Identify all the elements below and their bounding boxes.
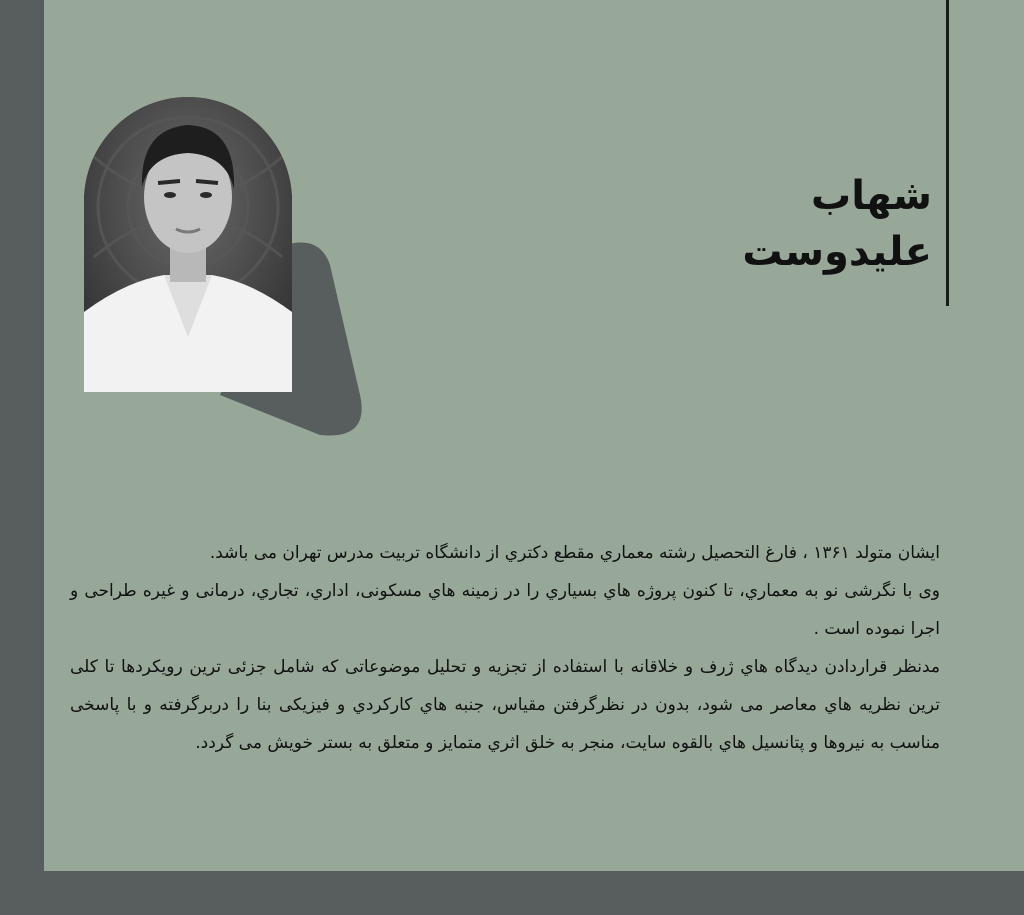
bio-paragraph-1: ایشان متولد ۱۳۶۱ ، فارغ التحصیل رشته معماري مقطع دکتري از دانشگاه تربیت مدرس تهران می باشد.	[209, 543, 940, 563]
last-name: علیدوست	[742, 229, 932, 275]
first-name: شهاب	[811, 173, 932, 219]
person-name	[632, 168, 932, 280]
accent-divider	[946, 0, 949, 306]
bio-paragraph-3: مدنظر قراردادن دیدگاه هاي ژرف و خلاقانه با استفاده از تجزیه و تحلیل موضوعاتی که شامل جزئی ترین رویکردها تا کلی ترین نظریه هاي معاصر می شود، بدون در نظرگرفتن مقیاس، جنبه هاي کارکردي و فیزیکی بنا را دربرگرفته و با پاسخی مناسب به نیروها و پتانسیل هاي بالقوه سایت، منجر به خلق اثري متمایز و متعلق به بستر خویش می گردد.	[70, 657, 940, 753]
bio-text	[70, 534, 940, 762]
bio-paragraph-2: وی با نگرشی نو به معماري، تا کنون پروژه هاي بسیاري را در زمینه هاي مسکونی، اداري، تجاري، درمانی و غیره طراحی و اجرا نموده است .	[70, 581, 940, 639]
profile-photo	[84, 97, 292, 392]
